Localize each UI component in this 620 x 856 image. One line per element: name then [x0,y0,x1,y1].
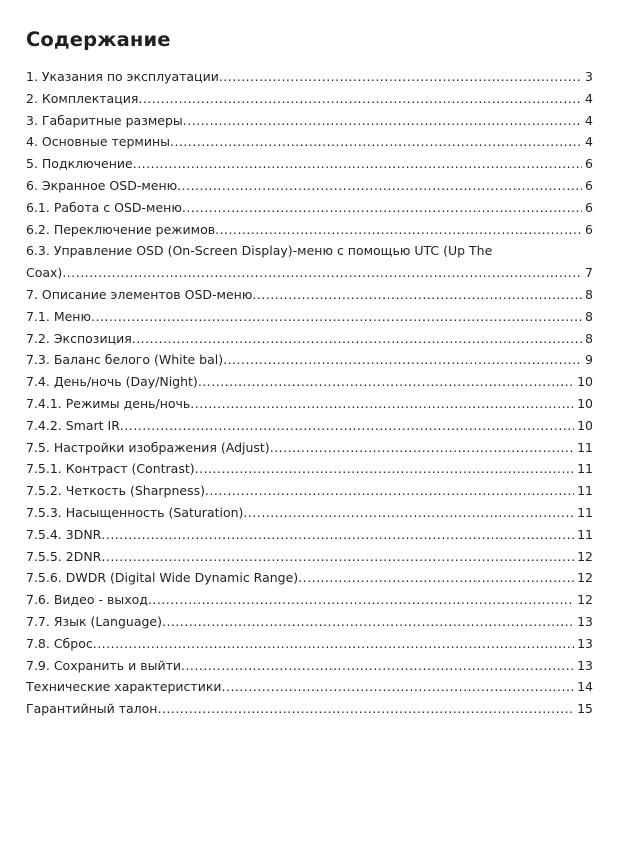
toc-entry-page: 11 [577,461,593,477]
toc-entry-label: 7.4. День/ночь (Day/Night) [26,374,198,390]
toc-entry[interactable] [26,349,593,371]
toc-entry-label: 7.3. Баланс белого (White bal) [26,352,224,368]
toc-leader-dots [162,611,574,633]
toc-entry[interactable] [26,284,593,306]
toc-leader-dots [101,546,574,568]
toc-entry-page: 13 [577,657,593,673]
toc-entry-page: 11 [577,439,593,455]
toc-entry[interactable] [26,175,593,197]
toc-entry[interactable] [26,371,593,393]
toc-entry-label: 4. Основные термины [26,134,171,150]
toc-entry[interactable] [26,458,593,480]
toc-entry-label: 7.6. Видео - выход [26,592,148,608]
toc-list [26,66,593,720]
toc-entry-label: 1. Указания по эксплуатации [26,69,219,84]
toc-entry-continuation [26,262,593,284]
toc-entry-page: 13 [577,613,593,629]
toc-entry-page: 13 [577,635,593,651]
toc-entry[interactable] [26,437,593,459]
toc-entry[interactable] [26,655,593,677]
toc-leader-dots [182,197,582,219]
toc-leader-dots [252,284,582,306]
toc-leader-dots [270,437,574,459]
toc-entry-page: 10 [577,417,593,433]
toc-entry-page: 3 [585,69,593,84]
toc-entry-page: 15 [577,701,593,717]
toc-entry-label: 7.4.1. Режимы день/ночь [26,395,191,411]
toc-entry-label: 7.5.1. Контраст (Contrast) [26,461,195,477]
toc-entry-label: 7.5.2. Четкость (Sharpness) [26,483,205,499]
toc-entry-page: 8 [585,286,593,302]
toc-entry-label: 6.2. Переключение режимов [26,221,216,237]
toc-entry-page: 12 [577,548,593,564]
toc-leader-dots [215,219,582,241]
toc-entry[interactable] [26,633,593,655]
toc-entry-page: 12 [577,592,593,608]
toc-entry-label: 2. Комплектация [26,90,139,106]
toc-entry[interactable] [26,393,593,415]
toc-entry-page: 8 [585,308,593,324]
toc-entry[interactable] [26,415,593,437]
toc-entry[interactable] [26,328,593,350]
toc-entry-label: 6. Экранное OSD-меню [26,177,178,193]
page-title: Содержание [26,28,171,51]
toc-entry-page: 4 [585,134,593,150]
toc-entry-page: 11 [577,504,593,520]
toc-entry[interactable] [26,197,593,219]
toc-leader-dots [148,589,574,611]
toc-entry-label-continued: Coax) [26,265,63,281]
toc-entry[interactable] [26,567,593,589]
toc-entry-label: 7. Описание элементов OSD-меню [26,286,253,302]
toc-leader-dots [190,393,574,415]
toc-leader-dots [195,458,574,480]
toc-page [26,28,593,720]
toc-entry-page: 4 [585,112,593,128]
toc-entry-label: 7.2. Экспозиция [26,330,132,346]
toc-entry[interactable] [26,502,593,524]
toc-entry[interactable] [26,589,593,611]
toc-entry-page: 6 [585,177,593,193]
toc-entry-label: 7.4.2. Smart IR [26,417,120,433]
toc-entry-page: 6 [585,221,593,237]
toc-entry[interactable] [26,611,593,633]
toc-leader-dots [223,349,582,371]
toc-entry[interactable] [26,66,593,88]
toc-leader-dots [138,88,582,110]
toc-entry[interactable] [26,306,593,328]
toc-leader-dots [181,655,574,677]
toc-entry-label: 7.5.6. DWDR (Digital Wide Dynamic Range) [26,570,299,586]
toc-entry-page: 4 [585,90,593,106]
toc-entry[interactable] [26,676,593,698]
toc-entry-page: 14 [577,679,593,695]
toc-leader-dots [91,306,582,328]
toc-entry[interactable] [26,131,593,153]
toc-leader-dots [243,502,574,524]
toc-entry-page: 9 [585,352,593,368]
toc-entry[interactable] [26,153,593,175]
toc-leader-dots [177,175,582,197]
toc-entry-label: 7.5.3. Насыщенность (Saturation) [26,504,244,520]
toc-leader-dots [183,110,582,132]
toc-entry-label: Технические характеристики [26,679,222,695]
toc-entry-label: 7.5. Настройки изображения (Adjust) [26,439,270,455]
toc-leader-dots [133,153,582,175]
toc-entry-page: 10 [577,374,593,390]
toc-entry[interactable] [26,240,593,284]
toc-entry-label: 5. Подключение [26,156,133,172]
toc-entry-page: 11 [577,483,593,499]
toc-entry-page: 7 [585,265,593,281]
toc-entry-label: 7.5.4. 3DNR [26,526,102,542]
toc-entry-label: 7.9. Сохранить и выйти [26,657,181,673]
toc-leader-dots [205,480,574,502]
toc-entry[interactable] [26,219,593,241]
toc-leader-dots [93,633,574,655]
toc-leader-dots [298,567,574,589]
toc-leader-dots [170,131,582,153]
toc-entry-page: 12 [577,570,593,586]
toc-entry-page: 10 [577,395,593,411]
toc-entry-page: 6 [585,199,593,215]
toc-entry-label: 6.1. Работа с OSD-меню [26,199,182,215]
toc-entry-label: 3. Габаритные размеры [26,112,183,128]
toc-entry[interactable] [26,480,593,502]
toc-entry[interactable] [26,88,593,110]
toc-entry-label: 7.1. Меню [26,308,91,324]
toc-leader-dots [101,524,574,546]
toc-entry-label: 7.5.5. 2DNR [26,548,102,564]
toc-entry-label: 6.3. Управление OSD (On-Screen Display)-меню с помощью UTC (Up The [26,243,493,259]
toc-entry[interactable] [26,524,593,546]
toc-leader-dots [222,676,575,698]
toc-entry-page: 6 [585,156,593,172]
toc-leader-dots [132,328,582,350]
toc-entry-page: 8 [585,330,593,346]
toc-leader-dots [198,371,574,393]
toc-entry[interactable] [26,546,593,568]
toc-entry[interactable] [26,698,593,720]
toc-entry-page: 11 [577,526,593,542]
toc-leader-dots [219,66,582,88]
toc-leader-dots [120,415,574,437]
toc-entry[interactable] [26,110,593,132]
toc-leader-dots [157,698,574,720]
toc-entry-label: 7.7. Язык (Language) [26,613,162,629]
toc-entry-label: Гарантийный талон [26,701,158,717]
toc-leader-dots [62,262,582,284]
toc-entry-label: 7.8. Сброс [26,635,93,651]
